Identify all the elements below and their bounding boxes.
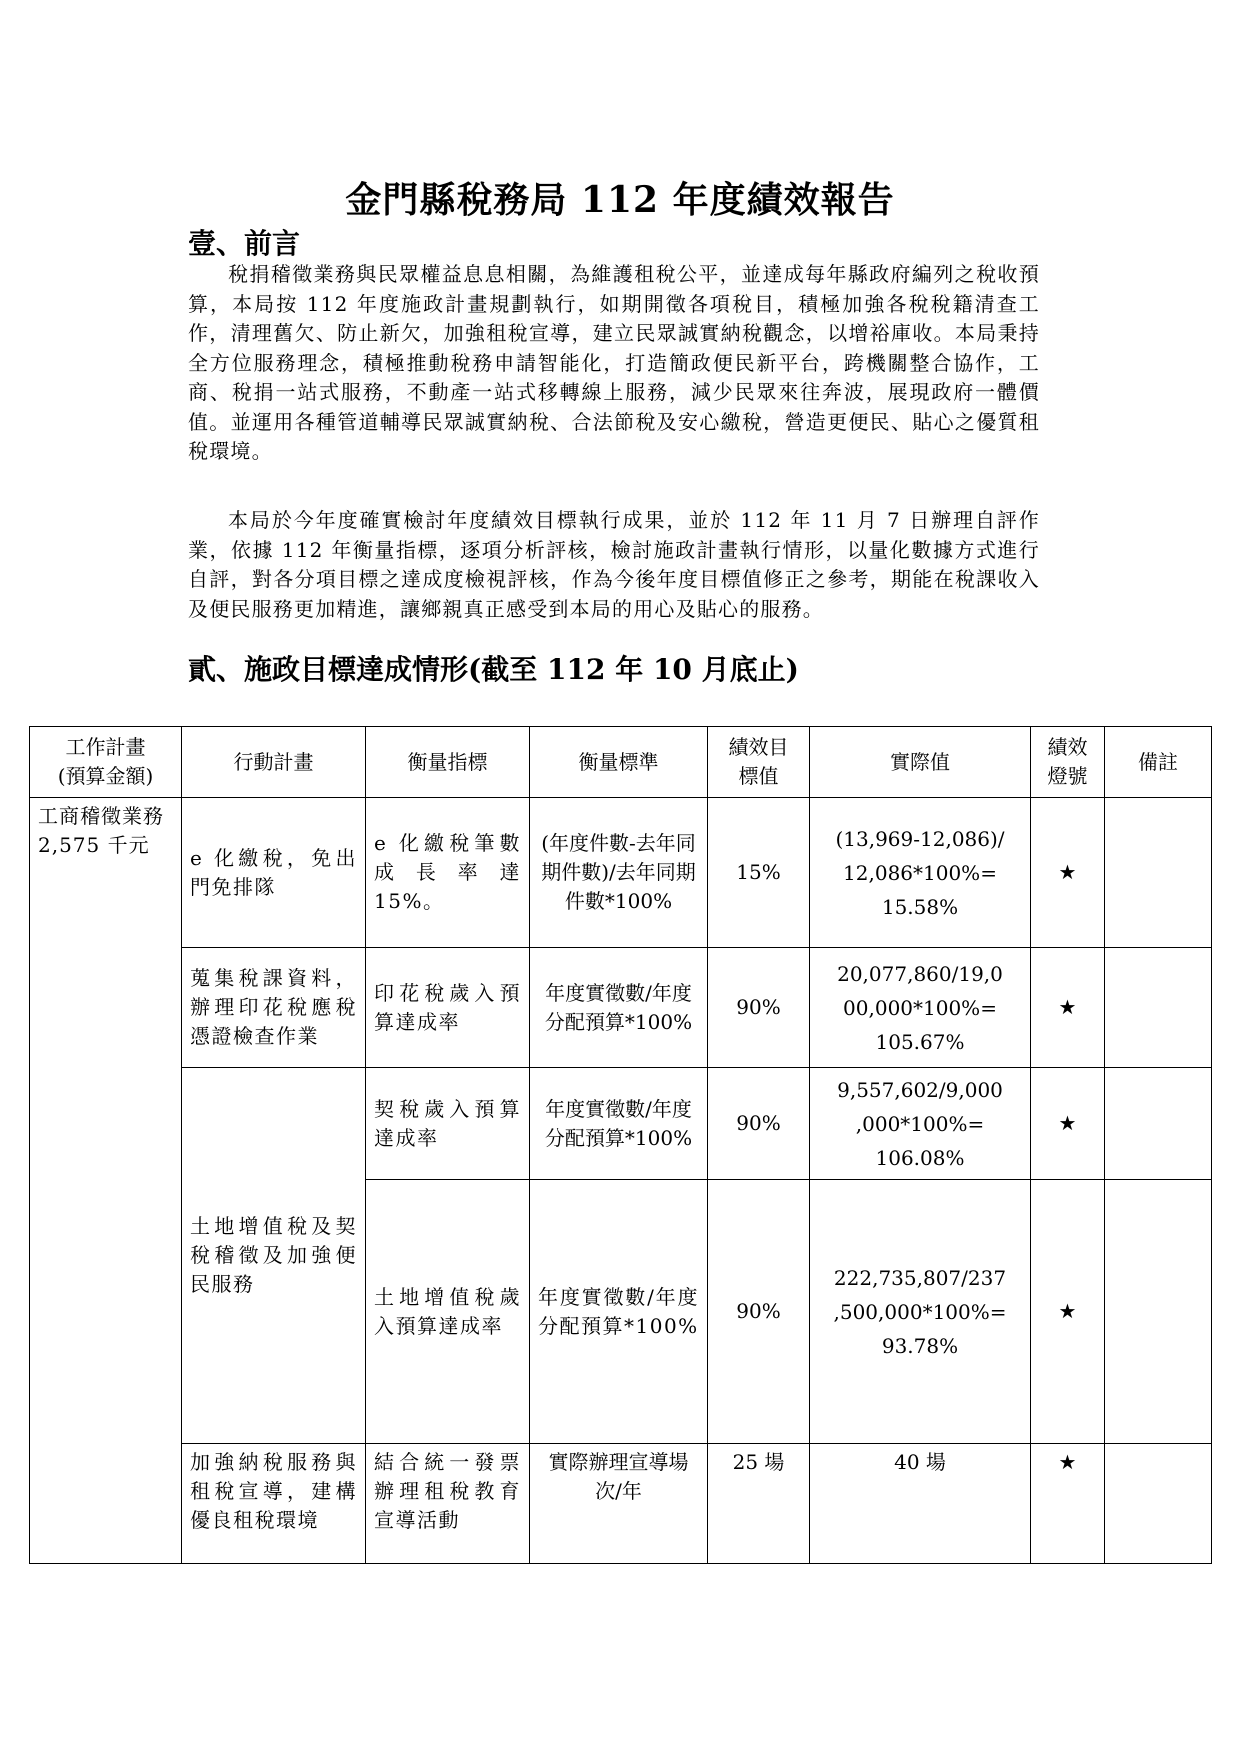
actual-cell: (13,969-12,086)/ 12,086*100%= 15.58%	[810, 798, 1031, 948]
target-cell: 90%	[708, 1068, 810, 1180]
note-cell	[1105, 1180, 1212, 1444]
action-cell: e 化繳稅，免出門免排隊	[182, 798, 366, 948]
header-note: 備註	[1105, 727, 1212, 798]
note-cell	[1105, 1068, 1212, 1180]
note-cell	[1105, 798, 1212, 948]
light-star-icon: ★	[1031, 1068, 1105, 1180]
target-cell: 15%	[708, 798, 810, 948]
note-cell	[1105, 948, 1212, 1068]
table-header-row	[30, 727, 1212, 798]
indicator-cell: 印花稅歲入預算達成率	[366, 948, 530, 1068]
light-star-icon: ★	[1031, 1180, 1105, 1444]
actual-cell: 222,735,807/237 ,500,000*100%= 93.78%	[810, 1180, 1031, 1444]
note-cell	[1105, 1444, 1212, 1564]
standard-cell: 實際辦理宣導場次/年	[530, 1444, 708, 1564]
standard-cell: 年度實徵數/年度分配預算*100%	[530, 948, 708, 1068]
section1-heading: 壹、前言	[188, 227, 301, 260]
header-actual: 實際值	[810, 727, 1031, 798]
intro-paragraph-2: 本局於今年度確實檢討年度績效目標執行成果，並於 112 年 11 月 7 日辦理自評作業，依據 112 年衡量指標，逐項分析評核，檢討施政計畫執行情形，以量化數據方式進行自評，對各分項目標之達成度檢視評核，作為今後年度目標值修正之參考，期能在稅課收入及便民服務更加精進，讓鄉親真正感受到本局的用心及貼心的服務。	[188, 508, 1040, 621]
table-row	[30, 798, 1212, 948]
light-star-icon: ★	[1031, 798, 1105, 948]
actual-cell: 20,077,860/19,0 00,000*100%= 105.67%	[810, 948, 1031, 1068]
intro-paragraph-1: 稅捐稽徵業務與民眾權益息息相關，為維護租稅公平，並達成每年縣政府編列之稅收預算，本局按 112 年度施政計畫規劃執行，如期開徵各項稅目，積極加強各稅稅籍清查工作，清理舊欠、防止新欠，加強租稅宣導，建立民眾誠實納稅觀念，以增裕庫收。本局秉持全方位服務理念，積極推動稅務申請智能化，打造簡政便民新平台，跨機關整合協作，工商、稅捐一站式服務，不動產一站式移轉線上服務，減少民眾來往奔波，展現政府一體價值。並運用各種管道輔導民眾誠實納稅、合法節稅及安心繳稅，營造更便民、貼心之優質租稅環境。	[188, 262, 1040, 463]
actual-cell: 9,557,602/9,000 ,000*100%= 106.08%	[810, 1068, 1031, 1180]
action-cell: 蒐集稅課資料，辦理印花稅應稅憑證檢查作業	[182, 948, 366, 1068]
target-cell: 90%	[708, 948, 810, 1068]
header-indicator: 衡量指標	[366, 727, 530, 798]
target-cell: 90%	[708, 1180, 810, 1444]
standard-cell: 年度實徵數/年度分配預算*100%	[530, 1180, 708, 1444]
table-row	[30, 1068, 1212, 1180]
standard-cell: (年度件數-去年同期件數)/去年同期件數*100%	[530, 798, 708, 948]
performance-table	[29, 726, 1212, 1564]
target-cell: 25 場	[708, 1444, 810, 1564]
standard-cell: 年度實徵數/年度分配預算*100%	[530, 1068, 708, 1180]
action-cell: 加強納稅服務與租稅宣導，建構優良租稅環境	[182, 1444, 366, 1564]
work-plan-cell: 工商稽徵業務 2,575 千元	[30, 798, 182, 1564]
indicator-cell: 結合統一發票辦理租稅教育宣導活動	[366, 1444, 530, 1564]
section2-heading: 貳、施政目標達成情形(截至 112 年 10 月底止)	[188, 653, 799, 686]
table-row	[30, 1444, 1212, 1564]
indicator-cell: 土地增值稅歲入預算達成率	[366, 1180, 530, 1444]
table-row	[30, 948, 1212, 1068]
indicator-cell: e 化繳稅筆數成長率達 15%。	[366, 798, 530, 948]
header-work-plan: 工作計畫 (預算金額)	[30, 727, 182, 798]
indicator-cell: 契稅歲入預算達成率	[366, 1068, 530, 1180]
actual-cell: 40 場	[810, 1444, 1031, 1564]
light-star-icon: ★	[1031, 1444, 1105, 1564]
light-star-icon: ★	[1031, 948, 1105, 1068]
header-standard: 衡量標準	[530, 727, 708, 798]
action-cell: 土地增值稅及契稅稽徵及加強便民服務	[182, 1068, 366, 1444]
page-title: 金門縣稅務局 112 年度績效報告	[345, 179, 895, 221]
header-light: 績效 燈號	[1031, 727, 1105, 798]
header-target: 績效目 標值	[708, 727, 810, 798]
header-action-plan: 行動計畫	[182, 727, 366, 798]
